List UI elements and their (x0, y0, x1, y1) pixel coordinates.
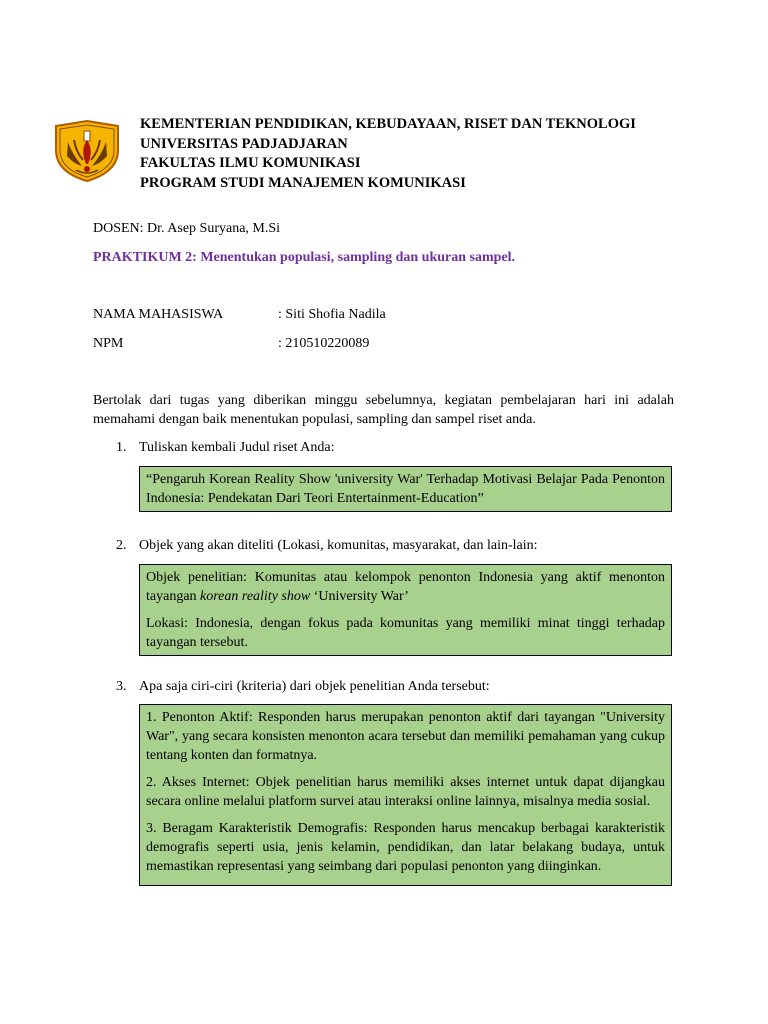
answer-box-3 (139, 704, 672, 886)
answer-paragraph-1 (146, 568, 665, 606)
question-text: Objek yang akan diteliti (Lokasi, komunitas, masyarakat, dan lain-lain: (139, 538, 538, 553)
assignment-title: PRAKTIKUM 2: Menentukan populasi, sampling dan ukuran sampel. (93, 250, 516, 265)
answer-text: “Pengaruh Korean Reality Show 'university War' Terhadap Motivasi Belajar Pada Penonton Indonesia: Pendekatan Dari Teori Entertainment-Education” (146, 472, 665, 506)
question-number: 1. (116, 440, 127, 455)
university-name: UNIVERSITAS PADJADJARAN (140, 135, 348, 152)
question-text: Tuliskan kembali Judul riset Anda: (139, 440, 335, 455)
university-seal-icon (52, 120, 122, 182)
question-text: Apa saja ciri-ciri (kriteria) dari objek penelitian Anda tersebut: (139, 679, 490, 694)
student-name-label: NAMA MAHASISWA (93, 307, 224, 322)
question-number: 2. (116, 538, 127, 553)
answer-text: Objek penelitian: Komunitas atau kelompok penonton Indonesia yang aktif menonton tayangan (146, 570, 665, 604)
institution-header (140, 115, 636, 193)
answer-italic-text: korean reality show (200, 589, 311, 604)
answer-box-1 (139, 466, 672, 512)
answer-paragraph-2: 2. Akses Internet: Objek penelitian harus memiliki akses internet untuk dapat dijangkau secara online melalui platform survei atau interaksi online lainnya, misalnya media sosial. (146, 775, 665, 809)
student-npm-value: : 210510220089 (278, 336, 370, 351)
lecturer-line: DOSEN: Dr. Asep Suryana, M.Si (93, 221, 281, 236)
ministry-name: KEMENTERIAN PENDIDIKAN, KEBUDAYAAN, RISET DAN TEKNOLOGI (140, 116, 636, 132)
student-name-value: : Siti Shofia Nadila (278, 307, 386, 322)
answer-text: ‘University War’ (310, 589, 409, 604)
faculty-name: FAKULTAS ILMU KOMUNIKASI (140, 155, 361, 171)
answer-box-2 (139, 564, 672, 656)
program-name: PROGRAM STUDI MANAJEMEN KOMUNIKASI (140, 174, 466, 191)
answer-paragraph-1: 1. Penonton Aktif: Responden harus merupakan penonton aktif dari tayangan "University War", yang secara konsisten menonton acara tersebut dan memiliki pemahaman yang cukup tentang konten dan formatnya. (146, 710, 665, 763)
answer-paragraph-3: 3. Beragam Karakteristik Demografis: Responden harus mencakup berbagai karakteristik demografis seperti usia, jenis kelamin, pendidikan, dan latar belakang budaya, untuk memastikan representasi yang seimbang dari populasi penonton yang diinginkan. (146, 821, 665, 874)
question-number: 3. (116, 679, 127, 694)
answer-paragraph-2: Lokasi: Indonesia, dengan fokus pada komunitas yang memiliki minat tinggi terhadap tayangan tersebut. (146, 616, 665, 650)
intro-paragraph: Bertolak dari tugas yang diberikan minggu sebelumnya, kegiatan pembelajaran hari ini adalah memahami dengan baik menentukan populasi, sampling dan sampel riset anda. (93, 393, 674, 427)
student-npm-label: NPM (93, 336, 124, 351)
